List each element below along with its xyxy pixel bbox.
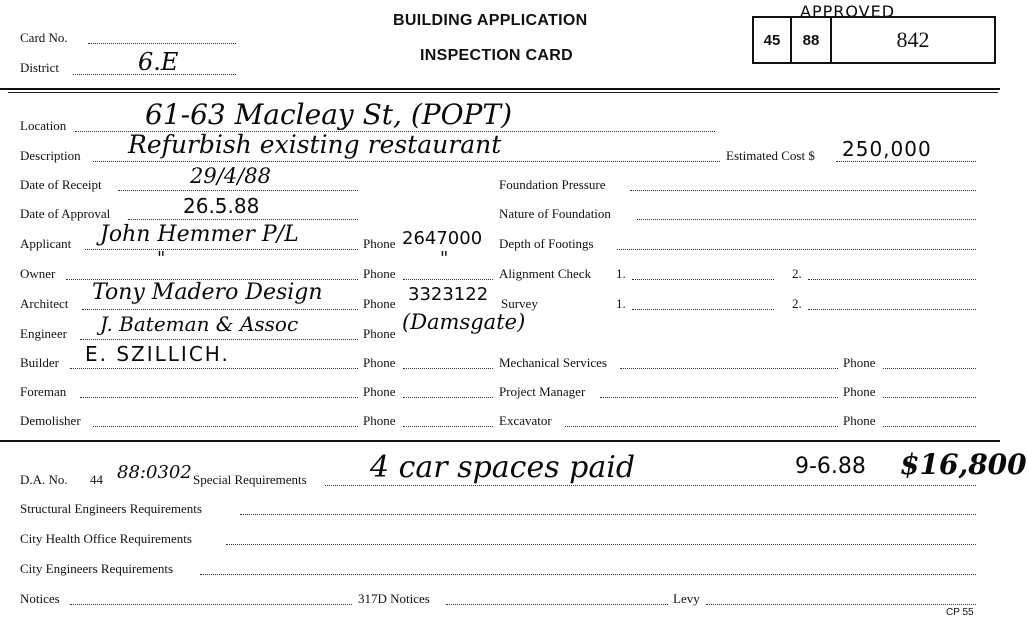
levy-line [706, 604, 976, 605]
structural-engineers-line [240, 514, 976, 515]
form-title-line2: INSPECTION CARD [420, 47, 573, 64]
foreman-phone-line [403, 397, 493, 398]
survey-item-1: 1. [616, 296, 626, 311]
mechanical-phone-label: Phone [843, 355, 876, 370]
alignment-line-1 [632, 279, 774, 280]
date-of-receipt-label: Date of Receipt [20, 177, 102, 192]
location-label: Location [20, 118, 67, 133]
owner-label: Owner [20, 266, 56, 281]
district-value: 6.E [138, 48, 179, 76]
description-label: Description [20, 148, 81, 163]
notices-317d-line [446, 604, 668, 605]
survey-item-2: 2. [792, 296, 802, 311]
foundation-pressure-label: Foundation Pressure [499, 177, 606, 192]
excavator-line [565, 426, 838, 427]
architect-value: Tony Madero Design [92, 280, 323, 305]
builder-line [70, 368, 358, 369]
applicant-value: John Hemmer P/L [100, 222, 299, 247]
approved-stamp: APPROVED [800, 2, 896, 21]
form-title-line1: BUILDING APPLICATION [393, 12, 588, 29]
demolisher-label: Demolisher [20, 413, 81, 428]
builder-phone-line [403, 368, 493, 369]
da-no-prefix: 44 [90, 472, 103, 487]
city-health-line [226, 544, 976, 545]
notices-317d-label: 317D Notices [358, 591, 430, 606]
date-of-receipt-value: 29/4/88 [190, 164, 271, 188]
applicant-label: Applicant [20, 236, 72, 251]
builder-label: Builder [20, 355, 59, 370]
survey-line-2 [808, 309, 976, 310]
depth-of-footings-label: Depth of Footings [499, 236, 594, 251]
estimated-cost-line [836, 161, 976, 162]
special-requirements-line [325, 485, 976, 486]
nature-of-foundation-label: Nature of Foundation [499, 206, 611, 221]
engineer-value: J. Bateman & Assoc [100, 312, 299, 336]
engineer-phone-label: Phone [363, 326, 396, 341]
builder-value: E. SZILLICH. [85, 342, 230, 366]
applicant-line [85, 249, 358, 250]
survey-line-1 [632, 309, 774, 310]
depth-of-footings-line [617, 249, 976, 250]
district-label: District [20, 60, 59, 75]
city-engineers-line [200, 574, 976, 575]
card-box-2: 88 [790, 16, 832, 64]
card-box-3: 842 [830, 16, 996, 64]
engineer-phone-value: (Damsgate) [402, 310, 526, 334]
mechanical-phone-line [883, 368, 976, 369]
header-divider [0, 88, 1000, 90]
architect-label: Architect [20, 296, 69, 311]
card-box-1: 45 [752, 16, 792, 64]
middle-divider [0, 440, 1000, 442]
alignment-check-label: Alignment Check [499, 266, 592, 281]
owner-value: " [157, 248, 166, 269]
survey-label: Survey [501, 296, 538, 311]
date-of-approval-label: Date of Approval [20, 206, 111, 221]
alignment-line-2 [808, 279, 976, 280]
special-requirements-date: 9-6.88 [795, 454, 866, 479]
project-manager-line [600, 397, 838, 398]
notices-label: Notices [20, 591, 60, 606]
applicant-phone-value: 2647000 [402, 228, 483, 249]
special-requirements-label: Special Requirements [193, 472, 307, 487]
city-engineers-label: City Engineers Requirements [20, 561, 174, 576]
da-no-label: D.A. No. [20, 472, 68, 487]
owner-phone-label: Phone [363, 266, 396, 281]
demolisher-phone-line [403, 426, 493, 427]
da-no-value: 88:0302 [117, 462, 192, 483]
notices-line [70, 604, 352, 605]
mechanical-services-label: Mechanical Services [499, 355, 607, 370]
header-divider-thin [8, 92, 998, 93]
location-value: 61-63 Macleay St, (POPT) [145, 98, 512, 131]
applicant-phone-label: Phone [363, 236, 396, 251]
alignment-item-2: 2. [792, 266, 802, 281]
architect-phone-label: Phone [363, 296, 396, 311]
excavator-phone-line [883, 426, 976, 427]
architect-phone-value: 3323122 [408, 284, 489, 305]
levy-label: Levy [673, 591, 700, 606]
nature-of-foundation-line [637, 219, 976, 220]
project-manager-label: Project Manager [499, 384, 586, 399]
description-line [93, 161, 720, 162]
excavator-phone-label: Phone [843, 413, 876, 428]
date-of-receipt-line [118, 190, 358, 191]
project-manager-phone-line [883, 397, 976, 398]
form-code: CP 55 [946, 607, 974, 618]
foreman-phone-label: Phone [363, 384, 396, 399]
date-of-approval-value: 26.5.88 [183, 194, 260, 218]
date-of-approval-line [128, 219, 358, 220]
card-no-label: Card No. [20, 30, 68, 45]
builder-phone-label: Phone [363, 355, 396, 370]
mechanical-services-line [620, 368, 838, 369]
special-requirements-value: 4 car spaces paid [370, 450, 636, 485]
card-no-line [88, 43, 236, 44]
excavator-label: Excavator [499, 413, 552, 428]
structural-engineers-label: Structural Engineers Requirements [20, 501, 202, 516]
owner-phone-line [403, 279, 493, 280]
engineer-line [80, 339, 358, 340]
architect-line [82, 309, 358, 310]
city-health-label: City Health Office Requirements [20, 531, 192, 546]
foundation-pressure-line [630, 190, 976, 191]
estimated-cost-label: Estimated Cost $ [726, 148, 815, 163]
alignment-item-1: 1. [616, 266, 626, 281]
estimated-cost-value: 250,000 [842, 137, 932, 161]
description-value: Refurbish existing restaurant [128, 130, 502, 159]
foreman-label: Foreman [20, 384, 67, 399]
project-manager-phone-label: Phone [843, 384, 876, 399]
special-requirements-amount: $16,800 [900, 448, 1027, 481]
owner-phone-value: " [440, 248, 449, 269]
demolisher-line [93, 426, 358, 427]
foreman-line [80, 397, 358, 398]
engineer-label: Engineer [20, 326, 67, 341]
demolisher-phone-label: Phone [363, 413, 396, 428]
